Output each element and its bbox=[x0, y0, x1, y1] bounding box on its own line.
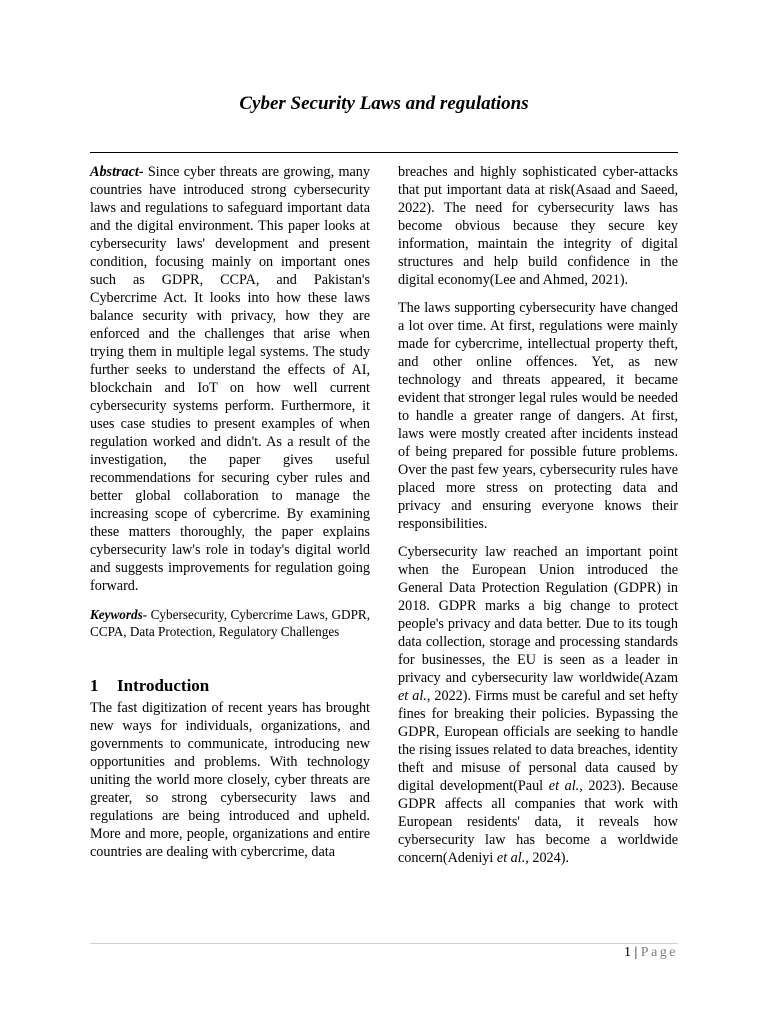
title-divider bbox=[90, 152, 678, 153]
para3-text-b: , 2022). Firms must be careful and set hefty fines for breaking their policies. Bypassing the GDPR, European officials are seeking to handle the rising issues related to data breaches, identity theft and misuse of personal data caused by digital development(Paul bbox=[398, 688, 679, 794]
keywords-label: Keywords- bbox=[90, 607, 148, 622]
left-column bbox=[90, 163, 370, 871]
intro-paragraph-1-end: breaches and highly sophisticated cyber-attacks that put important data at risk(Asaad and Saeed, 2022). The need for cybersecurity laws has become obvious because they secure key information, maintain the integrity of digital structures and help build confidence in the digital economy(Lee and Ahmed, 2021). bbox=[398, 164, 678, 288]
right-column bbox=[398, 163, 678, 877]
intro-paragraph-1-start: The fast digitization of recent years has brought new ways for individuals, organizations, and governments to communicate, introducing new opportunities and problems. With technology uniting the world more closely, cyber threats are greater, so strong cybersecurity laws and regulations are being introduced and upheld. More and more, people, organizations and entire countries are dealing with cybercrime, data bbox=[90, 700, 370, 860]
page-word: Page bbox=[640, 945, 678, 960]
para3-text-c: , 2023). Because GDPR affects all companies that work with European residents' data, it reveals how cybersecurity law has become a worldwide concern(Adeniyi bbox=[398, 778, 678, 866]
paper-title: Cyber Security Laws and regulations bbox=[239, 93, 529, 114]
page-separator: | bbox=[630, 945, 641, 960]
intro-paragraph-3 bbox=[398, 543, 678, 867]
page-footer bbox=[624, 945, 678, 961]
abstract-label: Abstract- bbox=[90, 164, 144, 180]
section-title: Introduction bbox=[117, 676, 210, 695]
para3-text-d: , 2024). bbox=[525, 850, 570, 866]
footer-divider bbox=[90, 943, 678, 944]
para3-text-a: Cybersecurity law reached an important point when the European Union introduced the General Data Protection Regulation (GDPR) in 2018. GDPR marks a big change to protect people's privacy and data better. Due to its tough data collection, storage and processing standards for businesses, the EU is seen as a leader in privacy and cybersecurity law worldwide(Azam bbox=[398, 544, 678, 686]
section-heading bbox=[90, 677, 370, 695]
keywords-text: Cybersecurity, Cybercrime Laws, GDPR, CCPA, Data Protection, Regulatory Challenges bbox=[90, 607, 370, 639]
para3-etal-1: et al. bbox=[398, 688, 427, 704]
page-number: 1 bbox=[623, 945, 631, 960]
keywords bbox=[90, 607, 370, 640]
intro-paragraph-2: The laws supporting cybersecurity have changed a lot over time. At first, regulations were mainly made for cybercrime, intellectual property theft, and other online offences. Yet, as new technology and threats appeared, it became evident that stronger legal rules would be needed to handle a greater range of dangers. At first, laws were mostly created after incidents instead of being prepared for possible future problems. Over the past few years, cybersecurity rules have placed more stress on protecting data and privacy and ensuring everyone knows their responsibilities. bbox=[398, 300, 678, 532]
abstract-text: Since cyber threats are growing, many countries have introduced strong cybersecurity laws and regulations to safeguard important data and the digital environment. This paper looks at cybersecurity laws' development and present condition, focusing mainly on important ones such as GDPR, CCPA, and Pakistan's Cybercrime Act. It looks into how these laws balance security with privacy, how they are enforced and the challenges that arise when trying them in multiple legal systems. The study further seeks to understand the effects of AI, blockchain and IoT on how well current cybersecurity systems perform. Furthermore, it uses case studies to present examples of when regulation worked and didn't. As a result of the investigation, the paper gives useful recommendations for securing cyber rules and better global collaboration to manage the increasing scope of cybercrime. By examining these matters thoroughly, the paper explains cybersecurity law's role in today's digital world and suggests improvements for regulation going forward. bbox=[90, 164, 370, 594]
abstract bbox=[90, 163, 370, 595]
para3-etal-3: et al. bbox=[496, 850, 526, 866]
section-number: 1 bbox=[90, 676, 99, 695]
para3-etal-2: et al. bbox=[548, 778, 580, 794]
